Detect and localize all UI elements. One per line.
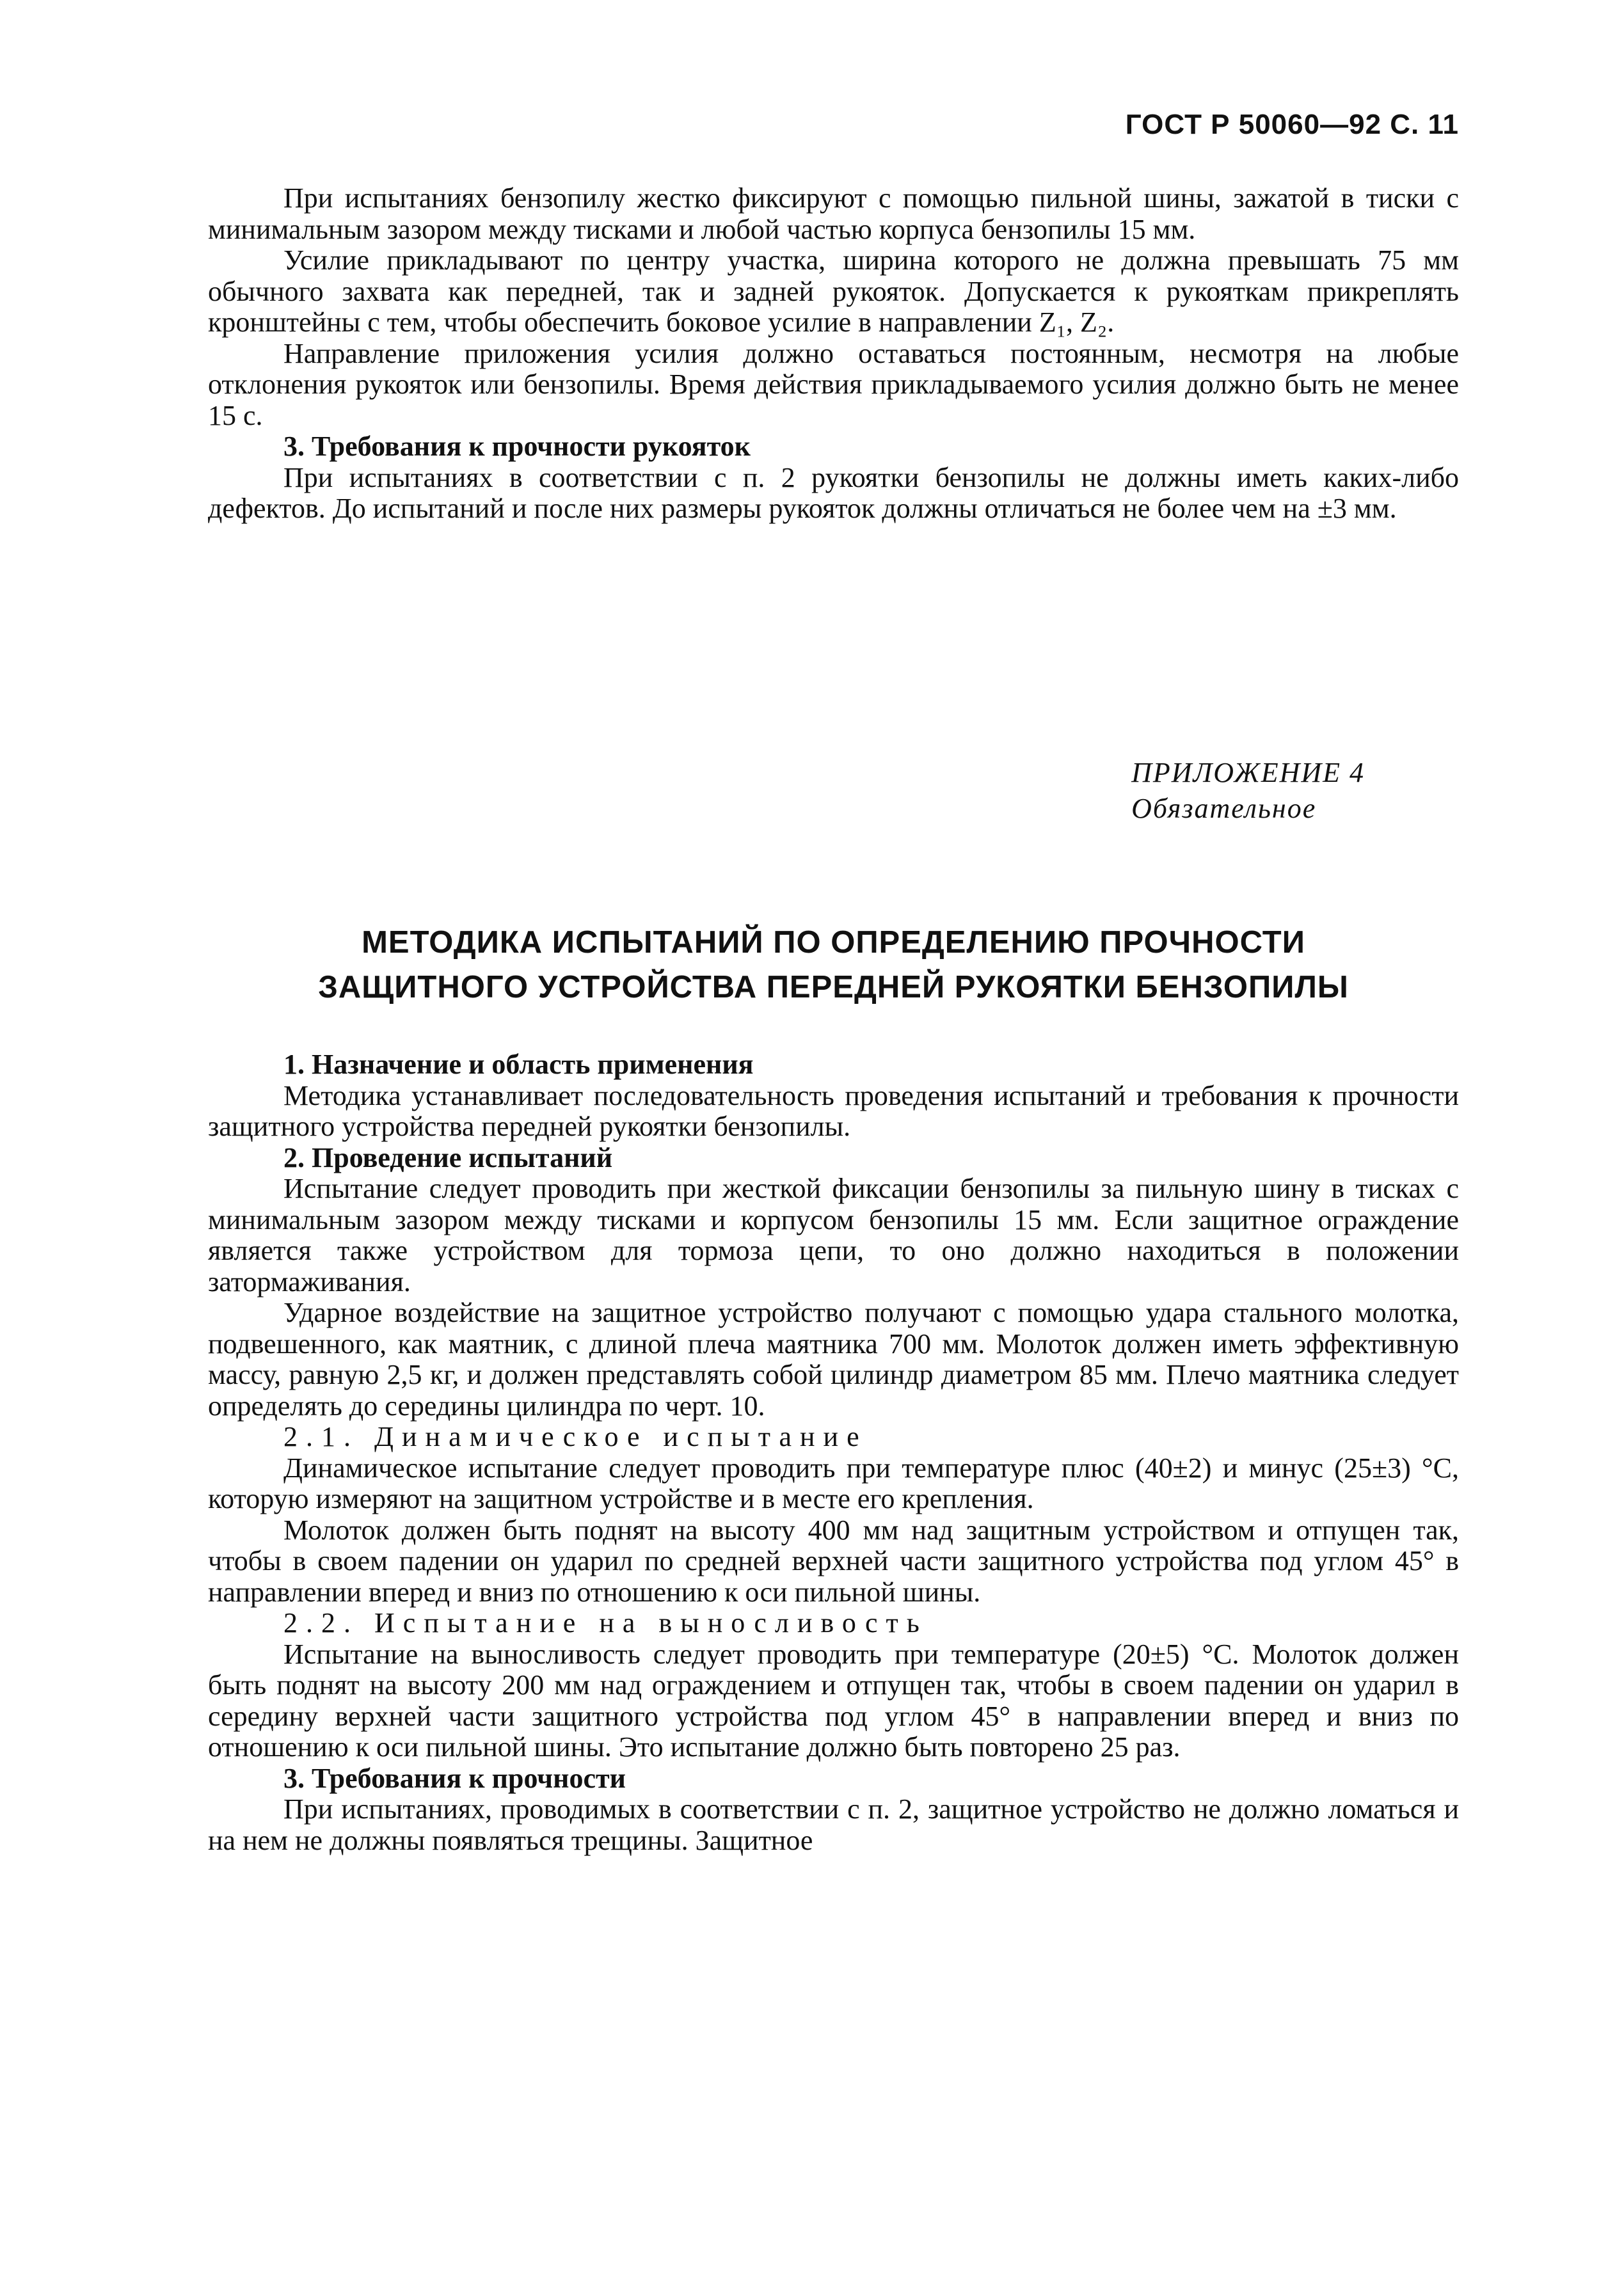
document-title bbox=[208, 920, 1459, 1010]
appendix-label-block bbox=[1131, 755, 1365, 827]
appendix-status: Обязательное bbox=[1131, 793, 1317, 824]
section-heading: 2. Проведение испытаний bbox=[283, 1141, 613, 1173]
appendix-label: ПРИЛОЖЕНИЕ 4 bbox=[1131, 757, 1365, 788]
paragraph: Динамическое испытание следует проводить при температуре плюс (40±2) и минус (25±3) °С, которую измеряют на защитном устройстве и в месте его крепления. bbox=[208, 1452, 1459, 1514]
title-line-1: МЕТОДИКА ИСПЫТАНИЙ ПО ОПРЕДЕЛЕНИЮ ПРОЧНОСТИ bbox=[362, 925, 1305, 960]
paragraph: Методика устанавливает последовательность проведения испытаний и требования к прочности защитного устройства передней рукоятки бензопилы. bbox=[208, 1079, 1459, 1142]
paragraph: Усилие прикладывают по центру участка, ширина которого не должна превышать 75 мм обычного захвата как передней, так и задней рукояток. Допускается к рукояткам прикреплять кронштейны с тем, чтобы обеспечить боковое усилие в направлении Z₁, Z₂. bbox=[208, 244, 1459, 338]
paragraph: Испытание на выносливость следует проводить при температуре (20±5) °С. Молоток должен быть поднят на высоту 200 мм над ограждением и отпущен так, чтобы в своем падении он ударил в середину верхней части защитного устройства под углом 45° в направлении вперед и вниз по отношению к оси пильной шины. Это испытание должно быть повторено 25 раз. bbox=[208, 1638, 1459, 1763]
subsection-heading: 2.1. Динамическое испытание bbox=[283, 1421, 868, 1452]
section-heading: 3. Требования к прочности bbox=[283, 1762, 626, 1794]
paragraph: При испытаниях в соответствии с п. 2 рукоятки бензопилы не должны иметь каких-либо дефектов. До испытаний и после них размеры рукояток должны отличаться не более чем на ±3 мм. bbox=[208, 461, 1459, 524]
section-heading: 3. Требования к прочности рукояток bbox=[283, 431, 751, 462]
paragraph: Ударное воздействие на защитное устройство получают с помощью удара стального молотка, подвешенного, как маятник, с длиной плеча маятника 700 мм. Молоток должен иметь эффективную массу, равную 2,5 кг, и должен представлять собой цилиндр диаметром 85 мм. Плечо маятника следует определять до середины цилиндра по черт. 10. bbox=[208, 1297, 1459, 1422]
section-2-text bbox=[208, 1049, 1459, 1856]
paragraph: При испытаниях, проводимых в соответствии с п. 2, защитное устройство не должно ломаться и на нем не должны появляться трещины. Защитное bbox=[208, 1793, 1459, 1856]
section-heading: 1. Назначение и область применения bbox=[283, 1049, 754, 1080]
paragraph: Направление приложения усилия должно оставаться постоянным, несмотря на любые отклонения рукояток или бензопилы. Время действия прикладываемого усилия должно быть не менее 15 с. bbox=[208, 337, 1459, 431]
section-1-text bbox=[208, 183, 1459, 525]
paragraph: Молоток должен быть поднят на высоту 400 мм над защитным устройством и отпущен так, чтобы в своем падении он ударил по средней верхней части защитного устройства под углом 45° в направлении вперед и вниз по отношению к оси пильной шины. bbox=[208, 1514, 1459, 1608]
paragraph: Испытание следует проводить при жесткой фиксации бензопилы за пильную шину в тисках с минимальным зазором между тисками и корпусом бензопилы 15 мм. Если защитное ограждение является также устройством для тормоза цепи, то оно должно находиться в положении затормаживания. bbox=[208, 1173, 1459, 1298]
title-line-2: ЗАЩИТНОГО УСТРОЙСТВА ПЕРЕДНЕЙ РУКОЯТКИ БЕНЗОПИЛЫ bbox=[318, 970, 1349, 1004]
paragraph: При испытаниях бензопилу жестко фиксируют с помощью пильной шины, зажатой в тиски с минимальным зазором между тисками и любой частью корпуса бензопилы 15 мм. bbox=[208, 182, 1459, 245]
page-header: ГОСТ Р 50060—92 С. 11 bbox=[1125, 109, 1459, 140]
subsection-heading: 2.2. Испытание на выносливость bbox=[283, 1607, 928, 1639]
